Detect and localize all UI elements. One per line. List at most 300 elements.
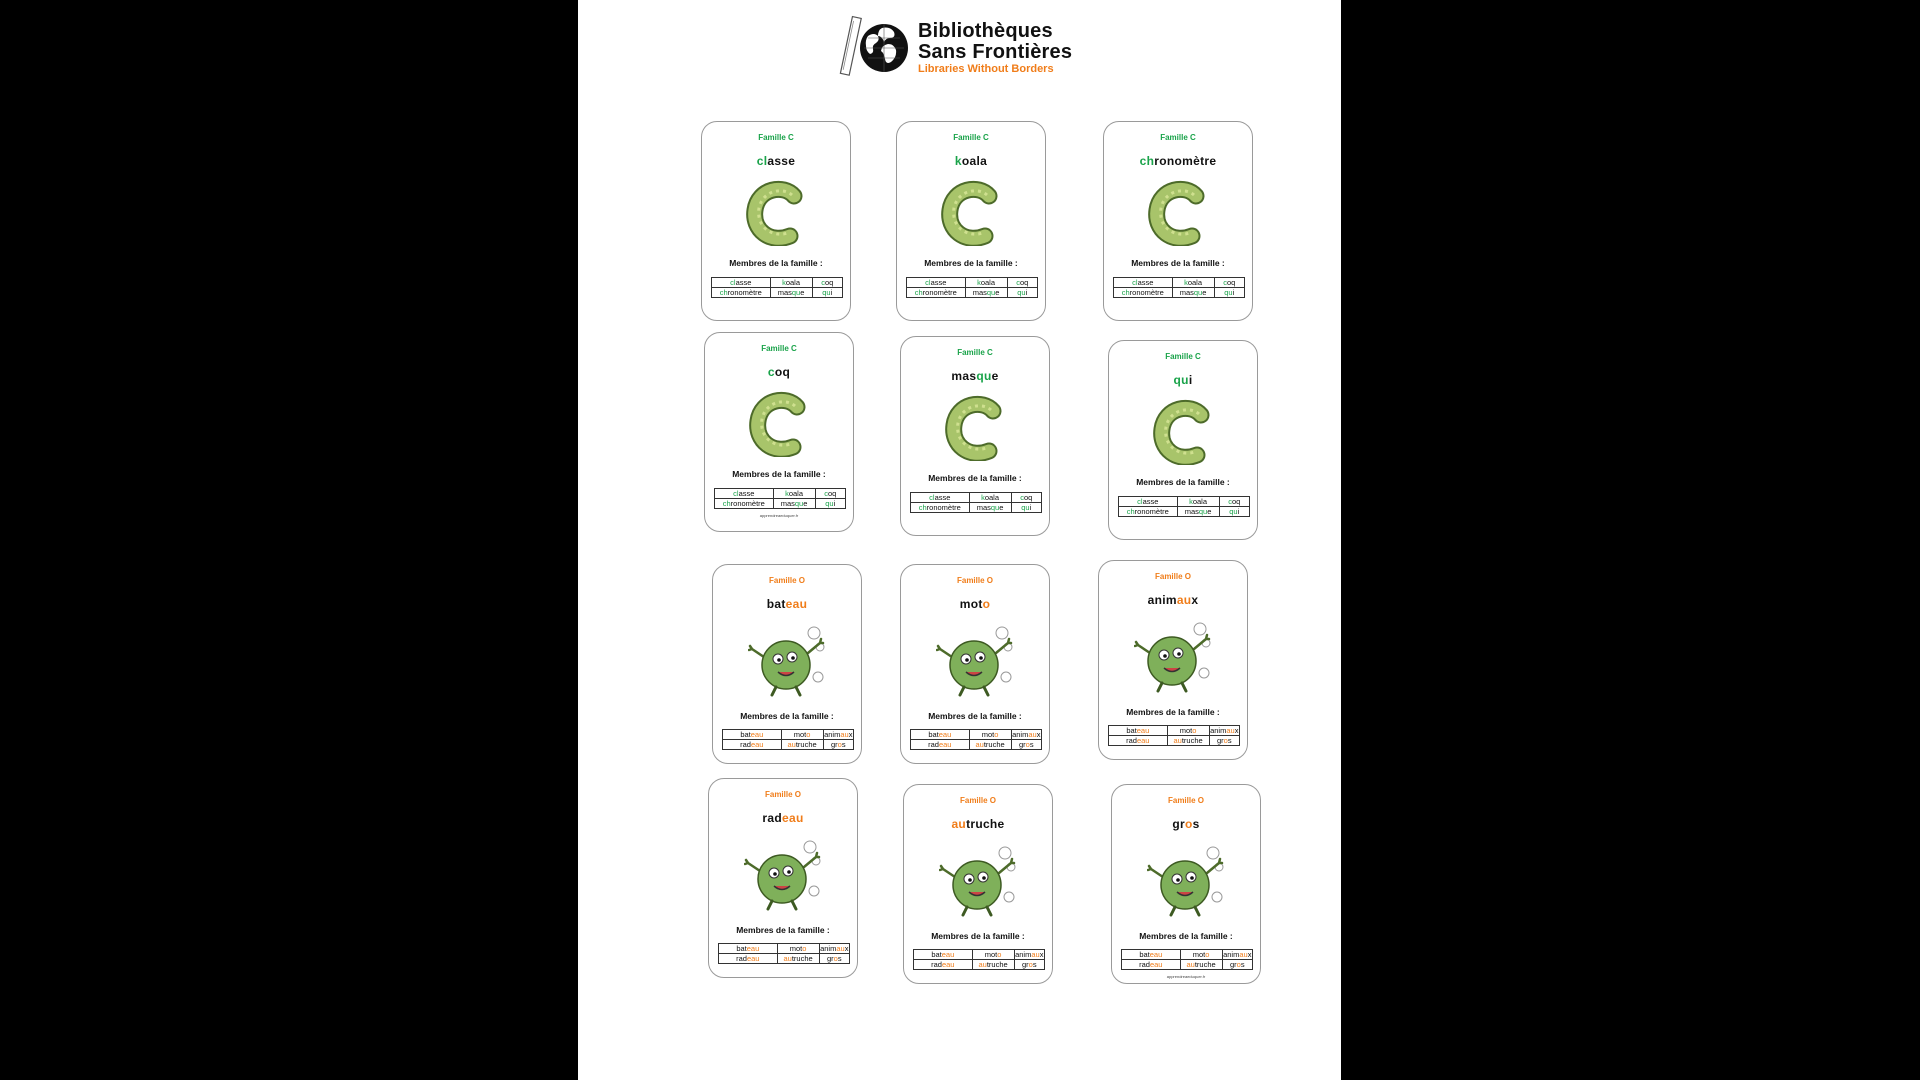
word-part: oala [1187,278,1203,287]
card-word [901,369,1049,383]
table-cell [712,288,771,298]
members-label: Membres de la famille : [1139,931,1233,941]
flashcard [1108,340,1258,540]
word-part: i [830,288,833,297]
members-label: Membres de la famille : [931,931,1025,941]
highlighted-letters: qu [825,499,834,508]
members-label: Membres de la famille : [1136,477,1230,487]
word-part: x [1036,730,1041,739]
word-part: asse [738,489,755,498]
word-part: gr [1216,736,1224,745]
word-part: asse [1137,278,1154,287]
members-label: Membres de la famille : [1126,707,1220,717]
table-cell [1014,960,1044,970]
word-part: truche [1181,736,1203,745]
letter-c-icon [1151,399,1217,465]
table-row [723,730,854,740]
logo-tagline: Libraries Without Borders [918,63,1054,75]
family-members-table [1113,277,1245,298]
word-part: bat [931,950,942,959]
table-row [1114,278,1245,288]
word-part: bat [1139,950,1150,959]
highlighted-letters: cl [756,154,768,168]
highlighted-letters: k [1184,278,1188,287]
highlighted-letters: au [978,960,987,969]
family-label: Famille C [953,133,989,142]
table-cell [1114,278,1173,288]
table-cell [965,288,1007,298]
highlighted-letters: au [836,944,845,953]
table-cell [819,954,849,964]
table-cell [1180,960,1222,970]
table-cell [1122,960,1181,970]
table-row [719,954,850,964]
table-cell [770,288,812,298]
flashcard [1103,121,1253,321]
members-label: Membres de la famille : [928,711,1022,721]
highlighted-letters: o [1184,817,1193,831]
word-part: e [1202,288,1207,297]
family-members-table [913,949,1045,970]
highlighted-letters: o [1205,950,1210,959]
word-part: i [833,499,836,508]
highlighted-letters: qu [1224,288,1233,297]
letter-c-icon [747,391,813,457]
table-cell [1167,726,1209,736]
credit-text: apprendreaeduquer.fr [1166,974,1206,979]
highlighted-letters: eau [1149,950,1163,959]
highlighted-letters: ch [719,288,728,297]
word-part: x [1039,950,1044,959]
flashcard [1098,560,1248,760]
family-label: Famille C [1165,352,1201,361]
highlighted-letters: qu [1173,373,1189,387]
word-part: truche [1194,960,1216,969]
family-members-table [722,729,854,750]
table-cell [719,944,778,954]
table-row [1122,950,1253,960]
table-cell [907,288,966,298]
word-part: ronomètre [1129,288,1164,297]
word-part: s [1227,736,1232,745]
members-label: Membres de la famille : [729,258,823,268]
highlighted-letters: qu [1017,288,1026,297]
word-part: asse [735,278,752,287]
word-part: mas [976,503,991,512]
highlighted-letters: o [1028,960,1033,969]
table-cell [1222,950,1252,960]
highlighted-letters: o [1223,736,1228,745]
logo-line-2: Sans Frontières [918,41,1073,63]
word-part: mot [793,730,807,739]
word-part: bat [736,944,747,953]
word-part: i [1237,507,1240,516]
word-part: mas [1184,507,1199,516]
highlighted-letters: ch [1139,154,1155,168]
word-part: oq [824,278,834,287]
highlighted-letters: c [1016,278,1020,287]
table-cell [815,489,845,499]
table-cell [1219,497,1249,507]
word-part: mas [780,499,795,508]
table-cell [1109,726,1168,736]
word-part: mas [1179,288,1194,297]
flashcard [708,778,858,978]
table-cell [812,278,842,288]
highlighted-letters: cl [733,489,739,498]
highlighted-letters: o [1192,726,1197,735]
highlighted-letters: qu [1193,288,1203,297]
letter-c-icon [1146,180,1212,246]
family-label: Famille C [758,133,794,142]
highlighted-letters: qu [1229,507,1238,516]
word-part: ronomètre [1134,507,1169,516]
word-part: ronomètre [926,503,961,512]
table-cell [911,730,970,740]
monster-o-icon [939,839,1023,919]
card-word [904,817,1052,831]
monster-o-icon [748,619,832,699]
word-part: anim [1012,730,1029,739]
table-cell [773,489,815,499]
card-word [901,597,1049,611]
highlighted-letters: cl [929,493,935,502]
word-part: anim [1223,950,1240,959]
highlighted-letters: o [802,944,807,953]
highlighted-letters: c [1223,278,1227,287]
logo-line-1: Bibliothèques [918,20,1053,42]
table-row [1114,288,1245,298]
table-cell [723,740,782,750]
highlighted-letters: o [1025,740,1030,749]
table-cell [715,499,774,509]
table-cell [1122,950,1181,960]
word-part: gr [1018,740,1026,749]
word-part: s [1032,960,1037,969]
highlighted-letters: eau [941,950,955,959]
monster-o-icon [744,833,828,913]
highlighted-letters: au [1226,726,1235,735]
table-row [712,278,843,288]
word-part: i [1025,288,1028,297]
table-cell [823,730,853,740]
table-cell [812,288,842,298]
monster-o-icon [936,619,1020,699]
table-cell [1177,497,1219,507]
word-part: s [1029,740,1034,749]
word-part: oq [1226,278,1236,287]
highlighted-letters: k [1189,497,1193,506]
word-part: e [800,288,805,297]
table-cell [1177,507,1219,517]
table-cell [1219,507,1249,517]
word-part: truche [983,740,1005,749]
table-cell [911,740,970,750]
highlighted-letters: k [981,493,985,502]
table-row [914,960,1045,970]
table-row [911,740,1042,750]
table-cell [914,950,973,960]
table-cell [1222,960,1252,970]
word-part: oala [1192,497,1208,506]
highlighted-letters: o [833,954,838,963]
table-cell [972,950,1014,960]
word-part: ronomètre [730,499,765,508]
family-label: Famille C [1160,133,1196,142]
highlighted-letters: eau [938,730,952,739]
table-row [712,288,843,298]
word-part: mot [789,944,803,953]
table-cell [715,489,774,499]
word-part: ronomètre [922,288,957,297]
table-cell [1209,726,1239,736]
word-part: anim [824,730,841,739]
family-members-table [906,277,1038,298]
word-part: gr [1229,960,1237,969]
table-cell [1214,288,1244,298]
table-cell [1011,503,1041,513]
family-label: Famille C [957,348,993,357]
highlighted-letters: o [997,950,1002,959]
highlighted-letters: ch [1121,288,1130,297]
word-part: i [1029,503,1032,512]
highlighted-letters: eau [785,597,808,611]
table-cell [1180,950,1222,960]
table-row [907,288,1038,298]
members-label: Membres de la famille : [740,711,834,721]
letter-c-icon [939,180,1005,246]
card-word [709,811,857,825]
table-row [1119,507,1250,517]
highlighted-letters: au [1239,950,1248,959]
table-cell [723,730,782,740]
family-label: Famille C [761,344,797,353]
highlighted-letters: qu [986,288,996,297]
table-cell [1114,288,1173,298]
highlighted-letters: eau [746,954,760,963]
word-part: anim [1015,950,1032,959]
family-members-table [714,488,846,509]
word-part: mas [951,369,977,383]
word-part: bat [928,730,939,739]
word-part: asse [1142,497,1159,506]
word-part: asse [930,278,947,287]
highlighted-letters: au [975,740,984,749]
highlighted-letters: k [977,278,981,287]
letter-c-icon [943,395,1009,461]
word-part: mas [972,288,987,297]
table-cell [1209,736,1239,746]
word-part: ronomètre [1154,154,1217,168]
highlighted-letters: k [785,489,789,498]
word-part: oq [774,365,791,379]
table-cell [1167,736,1209,746]
table-row [911,730,1042,740]
highlighted-letters: au [1176,593,1192,607]
table-cell [777,944,819,954]
word-part: s [837,954,842,963]
highlighted-letters: au [1173,736,1182,745]
word-part: i [1232,288,1235,297]
word-part: oq [1231,497,1241,506]
word-part: e [991,369,999,383]
table-cell [969,493,1011,503]
table-cell [777,954,819,964]
table-cell [969,740,1011,750]
table-row [715,489,846,499]
word-part: s [1240,960,1245,969]
table-cell [914,960,973,970]
bsf-logo [838,14,1098,80]
word-part: mot [1192,950,1206,959]
table-cell [972,960,1014,970]
table-cell [719,954,778,964]
table-cell [815,499,845,509]
word-part: x [1247,950,1252,959]
word-part: s [841,740,846,749]
highlighted-letters: au [1028,730,1037,739]
word-part: oq [1019,278,1029,287]
word-part: truche [986,960,1008,969]
highlighted-letters: qu [1021,503,1030,512]
family-members-table [718,943,850,964]
highlighted-letters: au [1186,960,1195,969]
card-word [713,597,861,611]
members-label: Membres de la famille : [732,469,826,479]
card-word [702,154,850,168]
flashcard [704,332,854,532]
word-part: bat [1126,726,1137,735]
table-row [1122,960,1253,970]
highlighted-letters: eau [750,730,764,739]
word-part: oala [984,493,1000,502]
word-part: anim [1147,593,1177,607]
table-cell [1172,278,1214,288]
word-part: oq [1023,493,1033,502]
highlighted-letters: cl [925,278,931,287]
table-row [907,278,1038,288]
word-part: rad [762,811,782,825]
card-word [1112,817,1260,831]
highlighted-letters: eau [1136,726,1150,735]
highlighted-letters: k [954,154,962,168]
family-label: Famille O [1167,796,1204,805]
highlighted-letters: cl [1132,278,1138,287]
table-cell [1014,950,1044,960]
word-part: rad [1139,960,1150,969]
table-cell [781,730,823,740]
flashcard [900,336,1050,536]
table-cell [907,278,966,288]
card-word [1104,154,1252,168]
table-cell [770,278,812,288]
table-cell [1172,288,1214,298]
table-row [1119,497,1250,507]
family-members-table [711,277,843,298]
table-cell [1109,736,1168,746]
word-part: e [803,499,808,508]
highlighted-letters: cl [730,278,736,287]
table-row [1109,736,1240,746]
highlighted-letters: c [1228,497,1232,506]
word-part: anim [1210,726,1227,735]
globe-book-icon [838,14,918,80]
table-cell [911,493,970,503]
word-part: mot [981,730,995,739]
highlighted-letters: ch [914,288,923,297]
table-cell [1011,740,1041,750]
family-label: Famille O [956,576,993,585]
word-part: oala [961,154,988,168]
highlighted-letters: qu [794,499,804,508]
word-part: rad [928,740,939,749]
word-part: bat [766,597,786,611]
table-cell [1007,288,1037,298]
family-label: Famille O [959,796,996,805]
table-cell [1214,278,1244,288]
flashcard [701,121,851,321]
card-word [1099,593,1247,607]
card-word [897,154,1045,168]
word-part: e [1207,507,1212,516]
word-part: s [1192,817,1200,831]
flashcard [712,564,862,764]
members-label: Membres de la famille : [736,925,830,935]
word-part: rad [931,960,942,969]
table-row [719,944,850,954]
word-part: oala [980,278,996,287]
document-page [578,0,1341,1080]
highlighted-letters: eau [938,740,952,749]
word-part: e [995,288,1000,297]
table-cell [1011,493,1041,503]
highlighted-letters: qu [990,503,1000,512]
word-part: x [1191,593,1199,607]
highlighted-letters: ch [722,499,731,508]
table-row [914,950,1045,960]
family-members-table [1108,725,1240,746]
members-label: Membres de la famille : [1131,258,1225,268]
word-part: rad [1126,736,1137,745]
word-part: ronomètre [727,288,762,297]
table-row [723,740,854,750]
table-row [911,503,1042,513]
highlighted-letters: c [767,365,775,379]
word-part: i [1188,373,1193,387]
highlighted-letters: au [840,730,849,739]
highlighted-letters: qu [791,288,801,297]
highlighted-letters: k [782,278,786,287]
word-part: gr [1172,817,1185,831]
word-part: gr [830,740,838,749]
monster-o-icon [1147,839,1231,919]
credit-text: apprendreaeduquer.fr [759,513,799,518]
highlighted-letters: eau [941,960,955,969]
table-cell [823,740,853,750]
highlighted-letters: eau [782,811,804,825]
highlighted-letters: ch [918,503,927,512]
word-part: truche [795,740,817,749]
flashcard [896,121,1046,321]
table-cell [781,740,823,750]
word-part: truche [791,954,813,963]
highlighted-letters: eau [750,740,764,749]
word-part: mot [984,950,998,959]
word-part: oala [785,278,801,287]
highlighted-letters: o [1236,960,1241,969]
flashcard [1111,784,1261,984]
table-row [1109,726,1240,736]
